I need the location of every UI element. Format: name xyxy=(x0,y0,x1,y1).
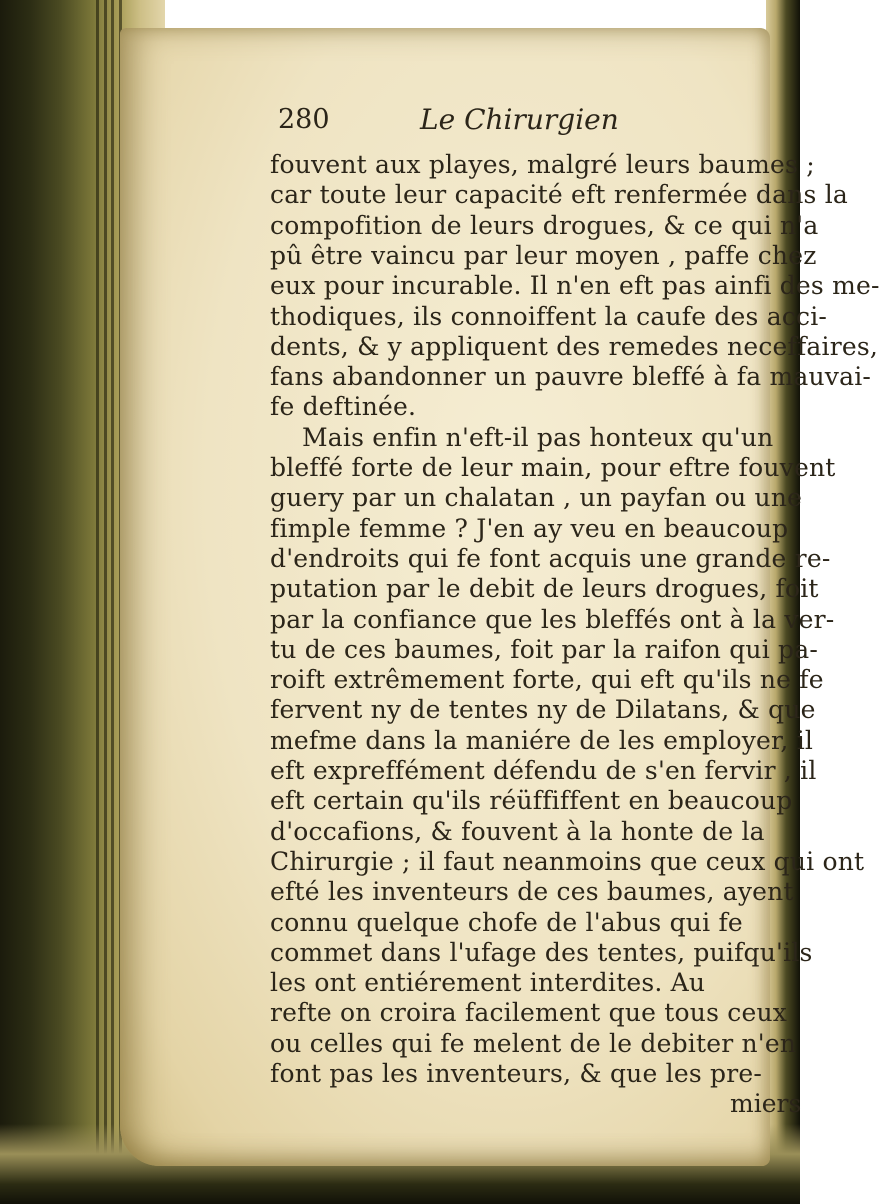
text-line: par la confiance que les bleffés ont à la ver- xyxy=(270,604,835,634)
text-line: fans abandonner un pauvre bleffé à fa mauvai- xyxy=(270,362,872,392)
text-line: pû être vaincu par leur moyen , paffe chez xyxy=(270,240,817,270)
text-line: fouvent aux playes, malgré leurs baumes ; xyxy=(270,150,815,179)
text-line: eft expreffément défendu de s'en fervir , il xyxy=(270,756,817,785)
text-line: les ont entiérement interdites. Au xyxy=(270,968,706,998)
text-line: guery par un chalatan , un payfan ou une xyxy=(270,483,803,513)
running-header xyxy=(150,100,770,140)
text-line: efté les inventeurs de ces baumes, ayent xyxy=(270,877,794,907)
paragraph-start-line: Mais enfin n'eft-il pas honteux qu'un xyxy=(302,422,774,452)
text-line: fimple femme ? J'en ay veu en beaucoup xyxy=(270,513,789,543)
text-line: putation par le debit de leurs drogues, foit xyxy=(270,574,819,604)
text-line: car toute leur capacité eft renfermée dans la xyxy=(270,180,848,210)
text-line: fervent ny de tentes ny de Dilatans, & que xyxy=(270,695,816,725)
page-number: 280 xyxy=(278,104,330,135)
text-line: font pas les inventeurs, & que les pre- xyxy=(270,1059,762,1088)
text-line: eft certain qu'ils réüffiffent en beaucoup xyxy=(270,786,793,816)
text-line: mefme dans la maniére de les employer, il xyxy=(270,725,814,755)
text-line: compofition de leurs drogues, & ce qui n'a xyxy=(270,210,819,240)
text-line: refte on croira facilement que tous ceux xyxy=(270,998,788,1028)
text-line: thodiques, ils connoiffent la caufe des acci- xyxy=(270,301,828,331)
text-line: connu quelque chofe de l'abus qui fe xyxy=(270,907,743,937)
text-line: roift extrêmement forte, qui eft qu'ils ne fe xyxy=(270,665,824,695)
text-line: bleffé forte de leur main, pour eftre fouvent xyxy=(270,453,836,482)
text-line: d'endroits qui fe font acquis une grande re- xyxy=(270,543,831,573)
text-line: d'occafions, & fouvent à la honte de la xyxy=(270,816,765,846)
text-line: commet dans l'ufage des tentes, puifqu'ils xyxy=(270,937,813,967)
binding-thread xyxy=(96,0,99,1204)
text-line: Chirurgie ; il faut neanmoins que ceux qui ont xyxy=(270,846,865,876)
text-line: dents, & y appliquent des remedes neceffaires, xyxy=(270,331,879,361)
catchword: miers xyxy=(730,1089,802,1119)
text-line: fe deftinée. xyxy=(270,392,417,422)
text-line: tu de ces baumes, foit par la raifon qui pa- xyxy=(270,634,818,664)
text-line: eux pour incurable. Il n'en eft pas ainfi des me- xyxy=(270,271,880,301)
printed-text xyxy=(150,0,880,1160)
binding-thread xyxy=(111,0,114,1204)
running-title: Le Chirurgien xyxy=(420,103,619,136)
text-line: ou celles qui fe melent de le debiter n'en xyxy=(270,1028,797,1058)
binding-thread xyxy=(104,0,107,1204)
